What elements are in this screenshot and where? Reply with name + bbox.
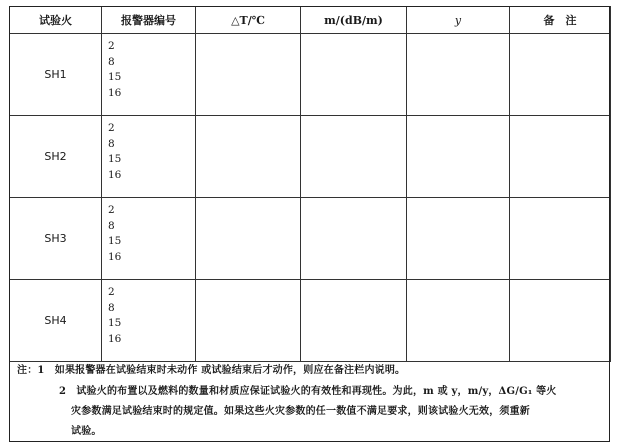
alarm-number: 2 xyxy=(108,122,115,134)
alarm-number: 15 xyxy=(108,153,122,166)
alarm-number: 8 xyxy=(108,301,115,314)
alarm-number: 15 xyxy=(108,71,122,84)
alarm-number: 2 xyxy=(108,204,115,216)
fire-cell: SH2 xyxy=(10,116,102,198)
alarm-number: 15 xyxy=(108,235,122,248)
outer-frame xyxy=(9,6,610,442)
header-y: y xyxy=(407,7,510,34)
header-remarks: 备 注 xyxy=(510,7,611,34)
note-1: 注：1 如果报警器在试验结束时未动作 或试验结束后才动作，则应在备注栏内说明。 xyxy=(17,365,406,376)
alarm-number: 8 xyxy=(108,219,115,232)
alarm-number: 16 xyxy=(108,250,122,263)
alarm-number: 2 xyxy=(108,286,115,298)
fire-cell: SH3 xyxy=(10,198,102,280)
header-alarm-number: 报警器编号 xyxy=(102,7,196,34)
alarm-number: 16 xyxy=(108,332,122,345)
alarm-number: 8 xyxy=(108,137,115,150)
fire-cell: SH4 xyxy=(10,280,102,362)
header-m: m/(dB/m) xyxy=(301,7,407,34)
alarm-number: 16 xyxy=(108,86,122,99)
note-2: 2 试验火的布置以及燃料的数量和材质应保证试验火的有效性和再现性。为此，m 或 y，m/y，ΔG/G₁ 等火 xyxy=(59,386,557,397)
fire-cell: SH1 xyxy=(10,34,102,116)
alarm-number: 8 xyxy=(108,55,115,68)
alarm-number: 16 xyxy=(108,168,122,181)
alarm-number: 2 xyxy=(108,40,115,52)
alarm-number: 15 xyxy=(108,317,122,330)
header-test-fire: 试验火 xyxy=(10,7,102,34)
note-2-end: 试验。 xyxy=(71,426,102,437)
header-delta-t: △T/℃ xyxy=(196,7,301,34)
note-2-continued: 灾参数满足试验结束时的规定值。如果这些火灾参数的任一数值不满足要求，则该试验火无效，须重新 xyxy=(71,406,530,417)
